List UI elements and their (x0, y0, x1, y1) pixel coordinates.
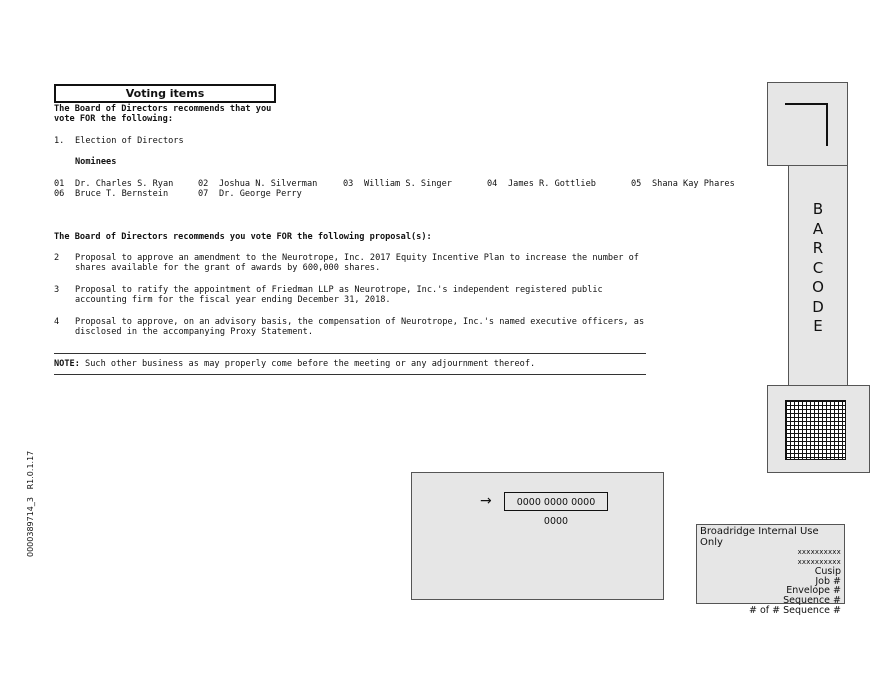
nominee-name: William S. Singer (364, 179, 452, 189)
nominee-num: 03 (343, 179, 354, 189)
item1-label: Election of Directors (75, 136, 184, 146)
cusip-label: Cusip (814, 566, 841, 578)
recommendation-line: vote FOR the following: (54, 114, 173, 124)
note (54, 359, 535, 369)
board-recommendation-proposals: The Board of Directors recommends you vote FOR the following proposal(s): (54, 232, 432, 242)
barcode-letter: B (812, 200, 824, 218)
barcode-area (788, 165, 848, 386)
proposal-number: 3 (54, 285, 60, 295)
note-label: NOTE: (54, 359, 80, 369)
nominee-name: Bruce T. Bernstein (75, 189, 169, 199)
barcode-letter: O (812, 278, 824, 296)
proposal-line: Proposal to ratify the appointment of Friedman LLP as Neurotrope, Inc.'s independent registered public (75, 285, 603, 295)
nominee-name: James R. Gottlieb (508, 179, 596, 189)
proposal-line: Proposal to approve, on an advisory basis, the compensation of Neurotrope, Inc.'s named executive officers, as (75, 317, 645, 327)
envelope-label: Envelope # (786, 585, 841, 597)
sequence-label: Sequence # (783, 594, 841, 606)
nominee-name: Dr. George Perry (219, 189, 302, 199)
corner-mark-icon (768, 83, 847, 165)
nominee-num: 04 (487, 179, 498, 189)
proposal-line: Proposal to approve an amendment to the Neurotrope, Inc. 2017 Equity Incentive Plan to increase the number of (75, 253, 639, 263)
barcode-letter: D (812, 297, 824, 316)
control-number: 0000 0000 0000 0000 (504, 492, 608, 511)
corner-mark-box (767, 82, 848, 166)
nominee-num: 05 (631, 179, 642, 189)
broadridge-placeholder: xxxxxxxxxx (797, 548, 841, 556)
barcode-letter: R (812, 239, 824, 257)
proposal-number: 4 (54, 317, 60, 327)
nominee-num: 07 (198, 189, 209, 199)
nominee-num: 06 (54, 189, 65, 199)
nominee-num: 02 (198, 179, 209, 189)
nominee-name: Joshua N. Silverman (219, 179, 318, 189)
divider-top (54, 353, 646, 354)
job-label: Job # (815, 575, 841, 587)
proposal-number: 2 (54, 253, 60, 263)
nominee-name: Dr. Charles S. Ryan (75, 179, 174, 189)
proposal-2-text (75, 253, 639, 273)
broadridge-title: Broadridge Internal Use Only (700, 526, 819, 548)
arrow-right-icon: → (480, 493, 492, 509)
barcode-label (789, 200, 847, 337)
barcode-letter: E (813, 317, 823, 335)
proposal-line: accounting firm for the fiscal year ending December 31, 2018. (75, 295, 391, 305)
vertical-document-code: 0000389714_3 R1.0.1.17 (26, 450, 35, 557)
voting-items-header: Voting items (54, 84, 276, 103)
note-text: Such other business as may properly come before the meeting or any adjournment thereof. (79, 359, 536, 369)
nominee-name: Shana Kay Phares (652, 179, 735, 189)
barcode-letter: A (812, 219, 824, 238)
broadridge-placeholder: xxxxxxxxxx (797, 557, 841, 566)
proposal-3-text (75, 285, 603, 305)
of-sequence-label: # of # Sequence # (749, 604, 841, 616)
proposal-4-text (75, 317, 644, 337)
item1-number: 1. (54, 136, 65, 146)
matrix-code-icon (785, 400, 846, 460)
nominee-num: 01 (54, 179, 65, 189)
proposal-line: shares available for the grant of awards by 600,000 shares. (75, 263, 381, 273)
broadridge-internal-box (696, 524, 845, 616)
recommendation-line: The Board of Directors recommends that you (54, 104, 272, 114)
nominees-label: Nominees (75, 157, 117, 167)
board-recommendation-directors (54, 104, 271, 124)
barcode-letter: C (812, 258, 824, 277)
proposal-line: disclosed in the accompanying Proxy Statement. (75, 327, 313, 337)
divider-bottom (54, 374, 646, 375)
